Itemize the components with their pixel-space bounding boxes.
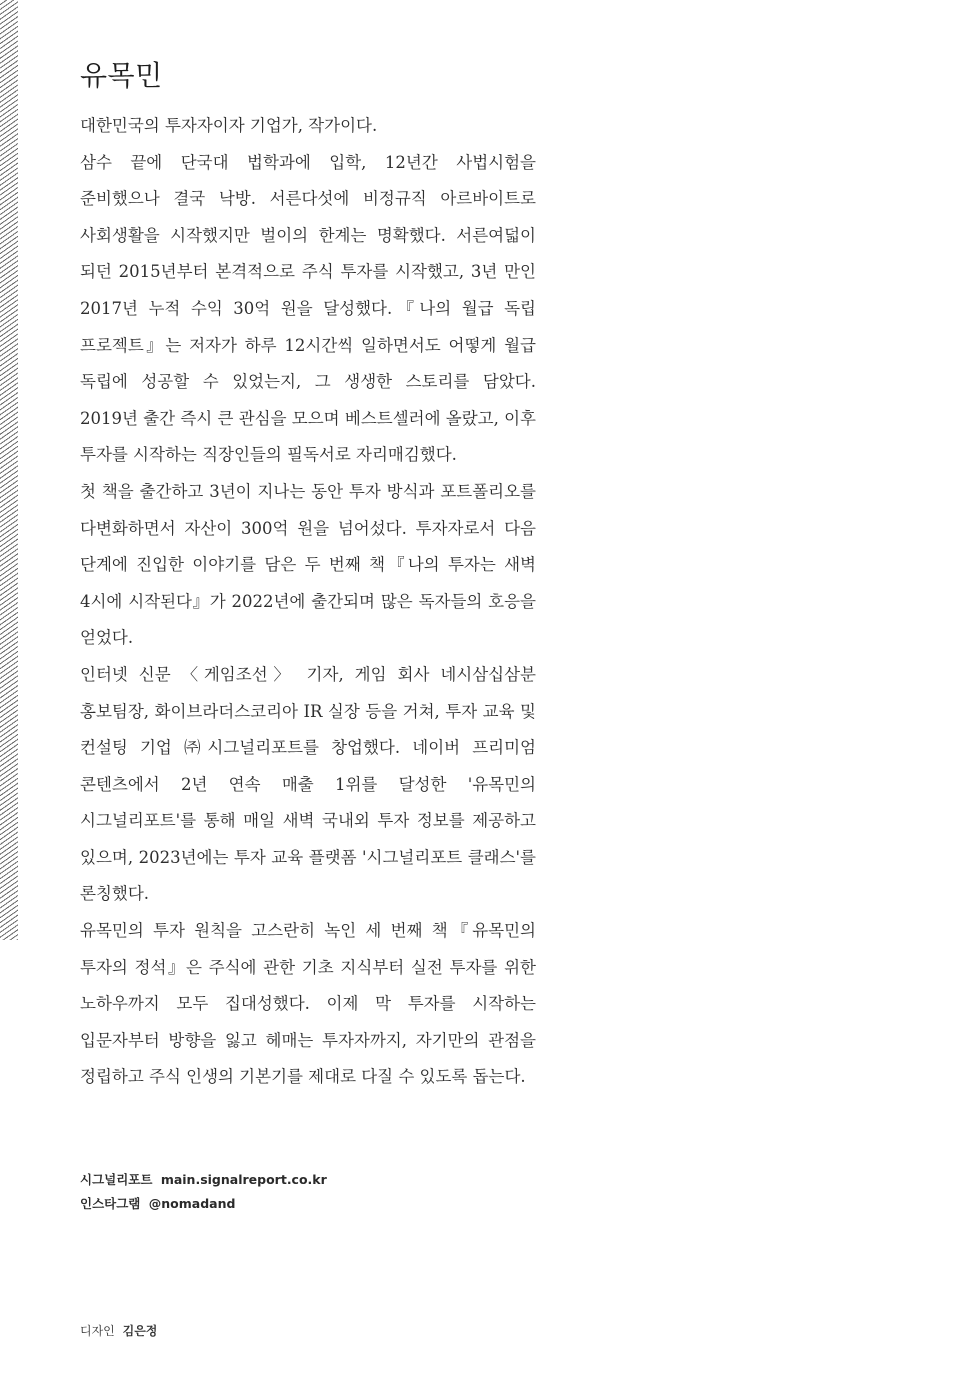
bio-paragraph: 첫 책을 출간하고 3년이 지나는 동안 투자 방식과 포트폴리오를 다변화하면서 자산이 300억 원을 넘어섰다. 투자자로서 다음 단계에 진입한 이야기를 담은 두 번째 책『나의 투자는 새벽 4시에 시작된다』가 2022년에 출간되며 많은 독자들의 호응을 얻었다. xyxy=(80,481,536,648)
author-bio xyxy=(80,108,536,1096)
author-links xyxy=(80,1168,327,1216)
website-row xyxy=(80,1168,327,1192)
design-credit xyxy=(80,1322,157,1339)
credit-role: 디자인 xyxy=(80,1324,115,1338)
instagram-row xyxy=(80,1192,327,1216)
page-edge-hatch xyxy=(0,0,18,940)
author-name: 유목민 xyxy=(80,59,163,92)
website-link[interactable]: main.signalreport.co.kr xyxy=(160,1172,327,1187)
bio-paragraph: 유목민의 투자 원칙을 고스란히 녹인 세 번째 책『유목민의 투자의 정석』은 주식에 관한 기초 지식부터 실전 투자를 위한 노하우까지 모두 집대성했다. 이제 막 투자를 시작하는 입문자부터 방향을 잃고 헤매는 투자자까지, 자기만의 관점을 정립하고 주식 인생의 기본기를 제대로 다질 수 있도록 돕는다. xyxy=(80,921,536,1087)
credit-name: 김은정 xyxy=(122,1324,158,1338)
bio-paragraph: 대한민국의 투자자이자 기업가, 작가이다. xyxy=(80,116,378,135)
bio-paragraph: 삼수 끝에 단국대 법학과에 입학, 12년간 사법시험을 준비했으나 결국 낙방. 서른다섯에 비정규직 아르바이트로 사회생활을 시작했지만 벌이의 한계는 명확했다. 서른여덟이 되던 2015년부터 본격적으로 주식 투자를 시작했고, 3년 만인 2017년 누적 수익 30억 원을 달성했다.『나의 월급 독립 프로젝트』는 저자가 하루 12시간씩 일하면서도 어떻게 월급 독립에 성공할 수 있었는지, 그 생생한 스토리를 담았다. 2019년 출간 즉시 큰 관심을 모으며 베스트셀러에 올랐고, 이후 투자를 시작하는 직장인들의 필독서로 자리매김했다. xyxy=(80,152,536,465)
instagram-handle[interactable]: @nomadand xyxy=(148,1196,236,1211)
bio-paragraph: 인터넷 신문 〈게임조선〉 기자, 게임 회사 네시삼십삼분 홍보팀장, 화이브라더스코리아 IR 실장 등을 거쳐, 투자 교육 및 컨설팅 기업 ㈜시그널리포트를 창업했다. 네이버 프리미엄 콘텐츠에서 2년 연속 매출 1위를 달성한 '유목민의 시그널리포트'를 통해 매일 새벽 국내외 투자 정보를 제공하고 있으며, 2023년에는 투자 교육 플랫폼 '시그널리포트 클래스'를 론칭했다. xyxy=(80,664,536,904)
website-label: 시그널리포트 xyxy=(80,1172,153,1187)
instagram-label: 인스타그램 xyxy=(80,1196,141,1211)
